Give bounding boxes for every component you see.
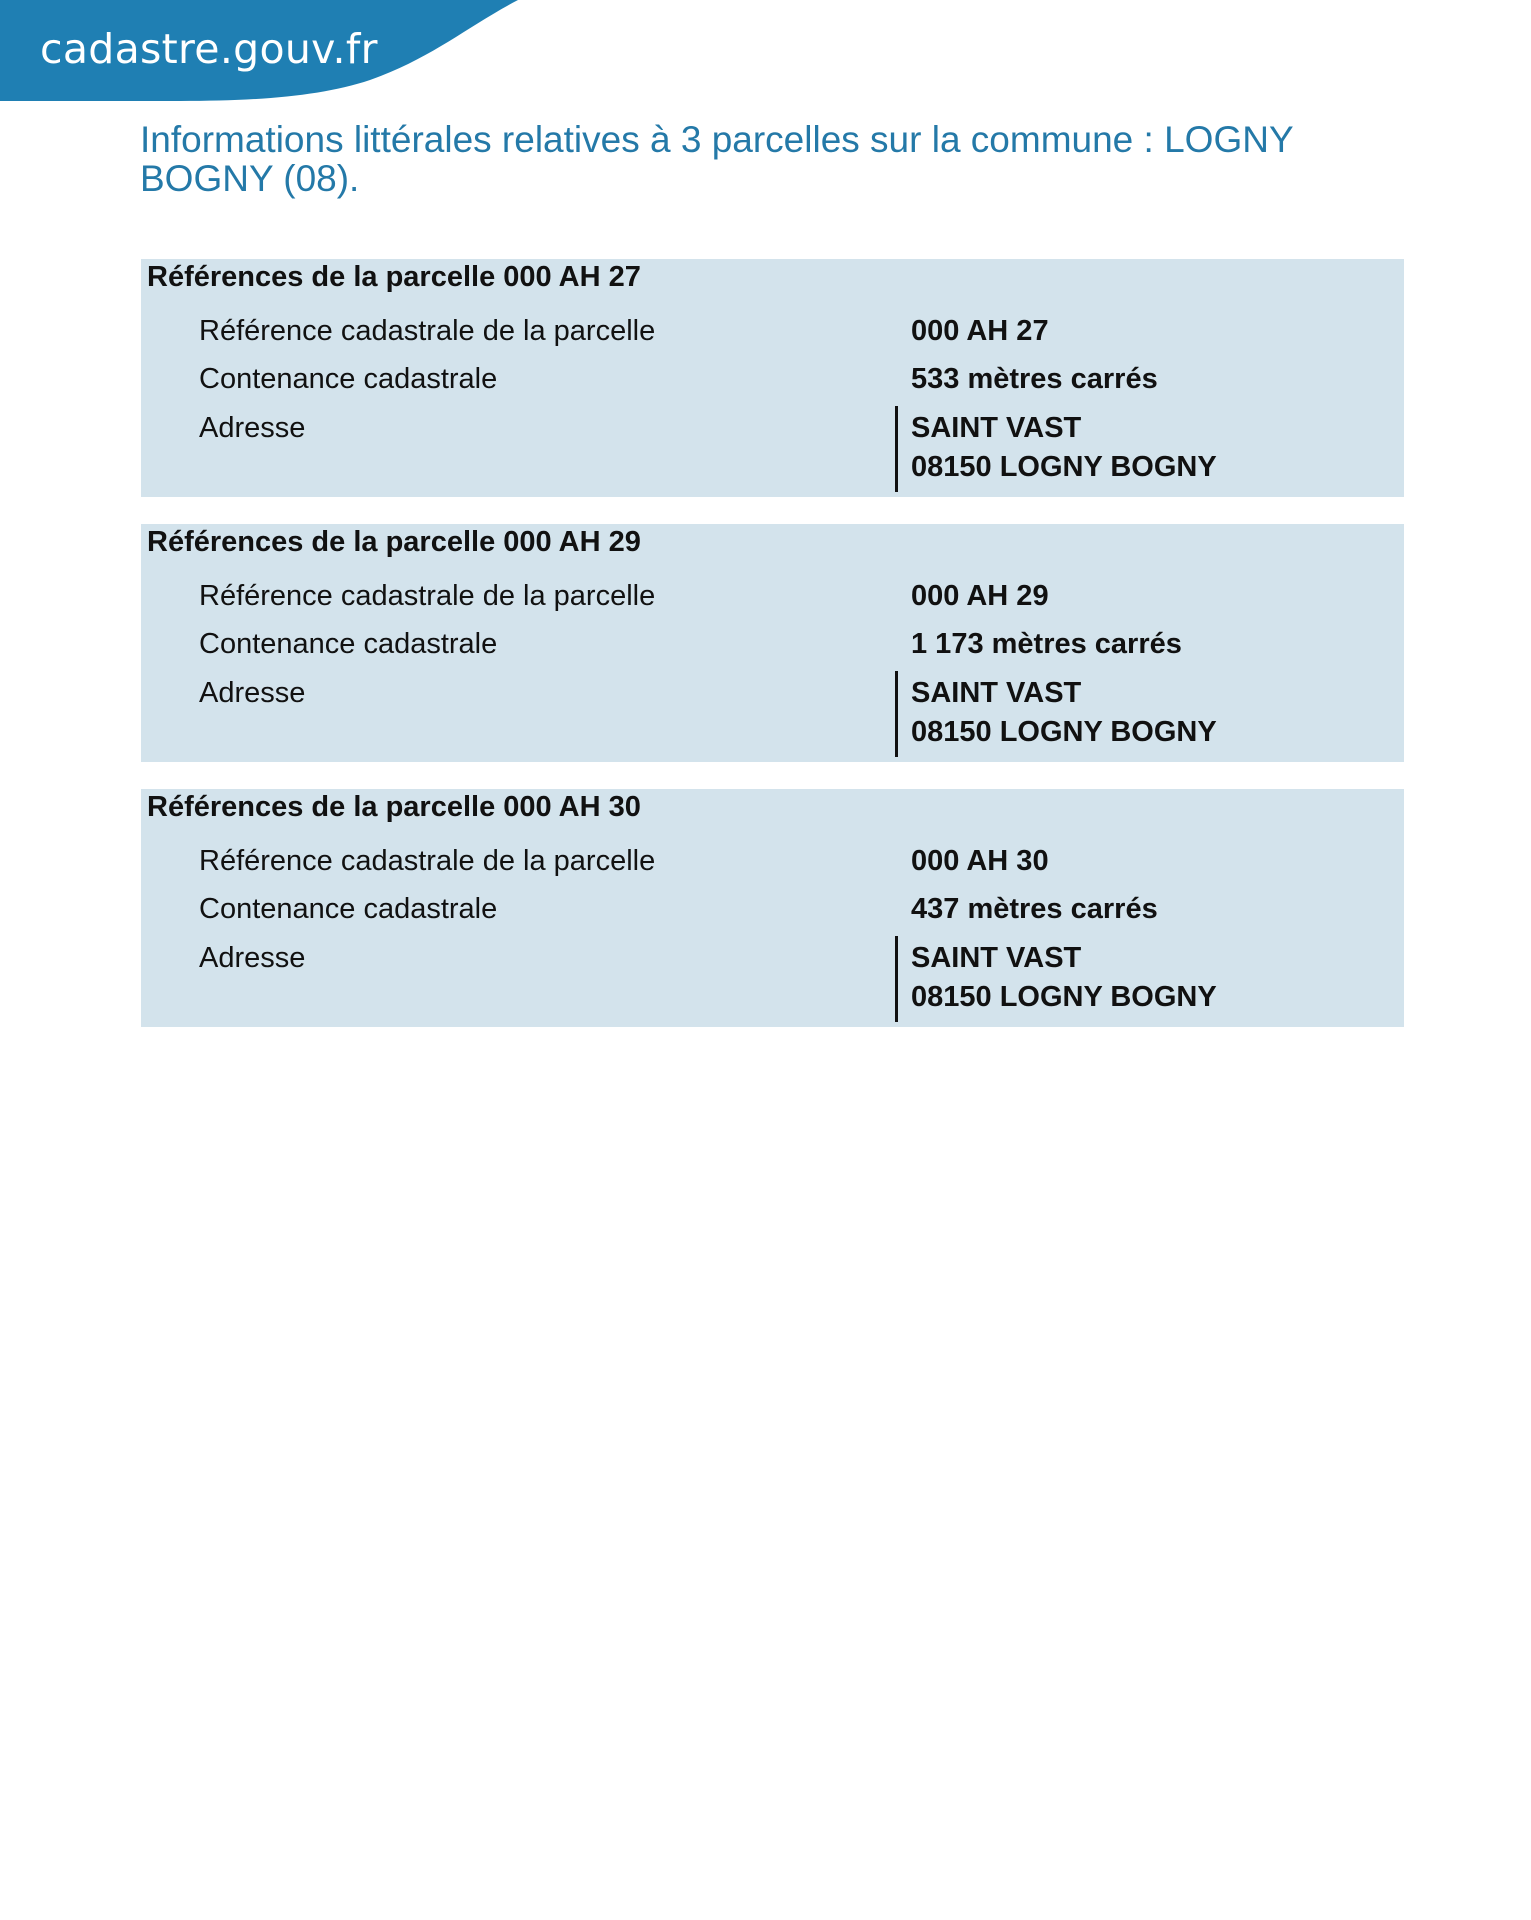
address-line-2: 08150 LOGNY BOGNY [911, 716, 1217, 748]
parcel-section [141, 789, 1404, 1027]
reference-value: 000 AH 30 [911, 845, 1049, 877]
address-divider [895, 671, 898, 757]
address-line-1: SAINT VAST [911, 942, 1082, 974]
reference-label: Référence cadastrale de la parcelle [199, 315, 656, 347]
address-label: Adresse [199, 412, 306, 444]
parcel-heading: Références de la parcelle 000 AH 29 [147, 526, 641, 558]
reference-value: 000 AH 29 [911, 580, 1049, 612]
contenance-value: 533 mètres carrés [911, 363, 1158, 395]
reference-label: Référence cadastrale de la parcelle [199, 580, 656, 612]
page-title: Informations littérales relatives à 3 parcelles sur la commune : LOGNY BOGNY (08). [140, 119, 1293, 199]
address-divider [895, 406, 898, 492]
contenance-label: Contenance cadastrale [199, 893, 498, 925]
brand-banner [0, 0, 520, 104]
reference-value: 000 AH 27 [911, 315, 1049, 347]
address-line-1: SAINT VAST [911, 412, 1082, 444]
contenance-label: Contenance cadastrale [199, 628, 498, 660]
address-divider [895, 936, 898, 1022]
contenance-value: 1 173 mètres carrés [911, 628, 1182, 660]
site-logo[interactable]: cadastre.gouv.fr [40, 25, 378, 73]
contenance-value: 437 mètres carrés [911, 893, 1158, 925]
parcel-heading: Références de la parcelle 000 AH 27 [147, 261, 641, 293]
address-label: Adresse [199, 942, 306, 974]
address-label: Adresse [199, 677, 306, 709]
address-line-2: 08150 LOGNY BOGNY [911, 451, 1217, 483]
parcel-section [141, 524, 1404, 762]
address-line-2: 08150 LOGNY BOGNY [911, 981, 1217, 1013]
parcel-section [141, 259, 1404, 497]
reference-label: Référence cadastrale de la parcelle [199, 845, 656, 877]
contenance-label: Contenance cadastrale [199, 363, 498, 395]
parcel-heading: Références de la parcelle 000 AH 30 [147, 791, 641, 823]
address-line-1: SAINT VAST [911, 677, 1082, 709]
